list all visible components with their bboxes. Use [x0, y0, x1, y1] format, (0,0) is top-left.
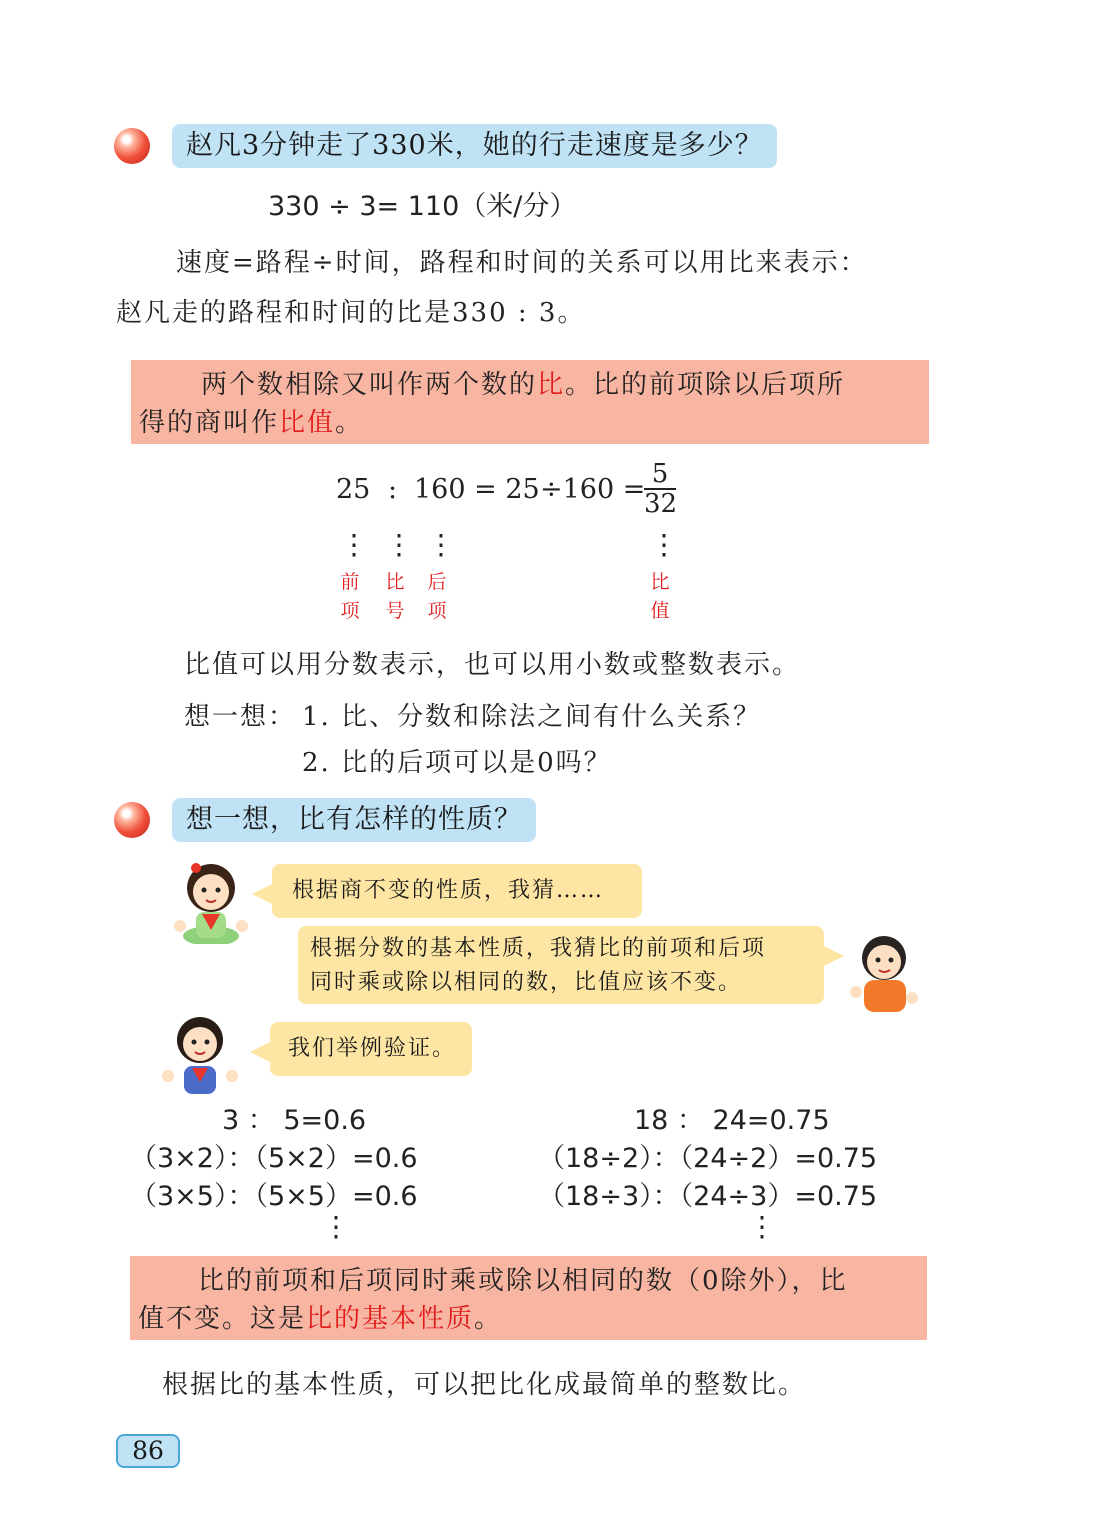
- bubble-text-line1: 根据分数的基本性质，我猜比的前项和后项: [310, 936, 767, 961]
- speed-paragraph-line2: 赵凡走的路程和时间的比是330 : 3。: [116, 298, 586, 328]
- dots-colon: ⋮: [385, 528, 413, 561]
- verify-left-row-1: 3 ： 5=0.6: [222, 1105, 367, 1136]
- verify-right-dots: ⋮: [748, 1210, 776, 1243]
- term-basic-property: 比的基本性质: [306, 1304, 475, 1334]
- label-ratio-value: [648, 568, 672, 626]
- example-fraction: [644, 460, 676, 518]
- label-char: 项: [427, 600, 447, 622]
- basic-property-box: [130, 1256, 927, 1340]
- speech-bubble-boy: [298, 926, 824, 1004]
- verify-left-row-3: （3×5）：（5×5）=0.6: [130, 1181, 418, 1212]
- girl-character-2-icon: [156, 1008, 244, 1096]
- label-char: 前: [340, 571, 360, 593]
- definition-text: 。比的前项除以后项所: [565, 370, 846, 400]
- dots-front: ⋮: [340, 528, 368, 561]
- property-text: 值不变。这是: [138, 1304, 307, 1334]
- bubble-text-line2: 同时乘或除以相同的数，比值应该不变。: [310, 970, 743, 995]
- speech-bubble-girl-2: [270, 1022, 472, 1076]
- boy-character-icon: [846, 926, 922, 1014]
- label-char: 项: [340, 600, 360, 622]
- think-question-2: 2. 比的后项可以是0吗？: [302, 748, 612, 778]
- label-ratio-sign: [383, 568, 407, 626]
- think-question-1: 1. 比、分数和除法之间有什么关系？: [302, 702, 762, 732]
- example-term2: 160 = 25: [414, 474, 540, 505]
- label-char: 比: [650, 571, 670, 593]
- example-colon: :: [388, 474, 398, 505]
- ratio-value-note: 比值可以用分数表示，也可以用小数或整数表示。: [184, 650, 801, 680]
- property-line2: [138, 1300, 917, 1338]
- definition-text: 得的商叫作: [139, 408, 280, 438]
- question-box-1: 赵凡3分钟走了330米，她的行走速度是多少？: [172, 124, 777, 168]
- verify-left-row-2: （3×2）：（5×2）=0.6: [130, 1143, 418, 1174]
- verify-right-row-1: 18 ： 24=0.75: [634, 1105, 830, 1136]
- example-term1: 25: [336, 474, 371, 505]
- label-front-term: [338, 568, 362, 626]
- ratio-definition-box: [131, 360, 929, 444]
- section-bullet-icon: [114, 128, 150, 164]
- definition-text: 。: [335, 408, 364, 438]
- example-division: ÷160 =: [540, 474, 646, 505]
- speed-calculation: 330 ÷ 3= 110（米/分）: [268, 191, 577, 222]
- verify-right-row-3: （18÷3）：（24÷3）=0.75: [538, 1181, 878, 1212]
- term-ratio: 比: [537, 370, 566, 400]
- fraction-numerator: 5: [651, 459, 669, 489]
- girl-character-icon: [166, 854, 256, 944]
- speed-paragraph-line1: 速度=路程÷时间，路程和时间的关系可以用比来表示：: [176, 248, 868, 278]
- section-bullet-icon: [114, 802, 150, 838]
- label-char: 值: [650, 600, 670, 622]
- definition-line2: [139, 404, 919, 442]
- bubble-text: 我们举例验证。: [288, 1036, 457, 1061]
- fraction-denominator: 32: [644, 489, 678, 519]
- label-char: 号: [385, 600, 405, 622]
- dots-value: ⋮: [650, 528, 678, 561]
- term-ratio-value: 比值: [279, 408, 336, 438]
- think-label: 想一想：: [184, 702, 297, 732]
- label-char: 后: [427, 571, 447, 593]
- definition-text: 两个数相除又叫作两个数的: [201, 370, 538, 400]
- label-back-term: [425, 568, 449, 626]
- bubble-text: 根据商不变的性质，我猜……: [292, 878, 605, 903]
- question-box-2: 想一想，比有怎样的性质？: [172, 798, 536, 842]
- property-line1: 比的前项和后项同时乘或除以相同的数（0除外），比: [198, 1266, 848, 1296]
- definition-line1: [139, 366, 919, 404]
- dots-back: ⋮: [427, 528, 455, 561]
- speech-bubble-girl: [272, 864, 642, 918]
- verify-left-dots: ⋮: [322, 1210, 350, 1243]
- property-text: 。: [474, 1304, 503, 1334]
- verify-right-row-2: （18÷2）：（24÷2）=0.75: [538, 1143, 878, 1174]
- page-number: 86: [116, 1434, 180, 1468]
- label-char: 比: [385, 571, 405, 593]
- closing-paragraph: 根据比的基本性质，可以把比化成最简单的整数比。: [162, 1370, 807, 1400]
